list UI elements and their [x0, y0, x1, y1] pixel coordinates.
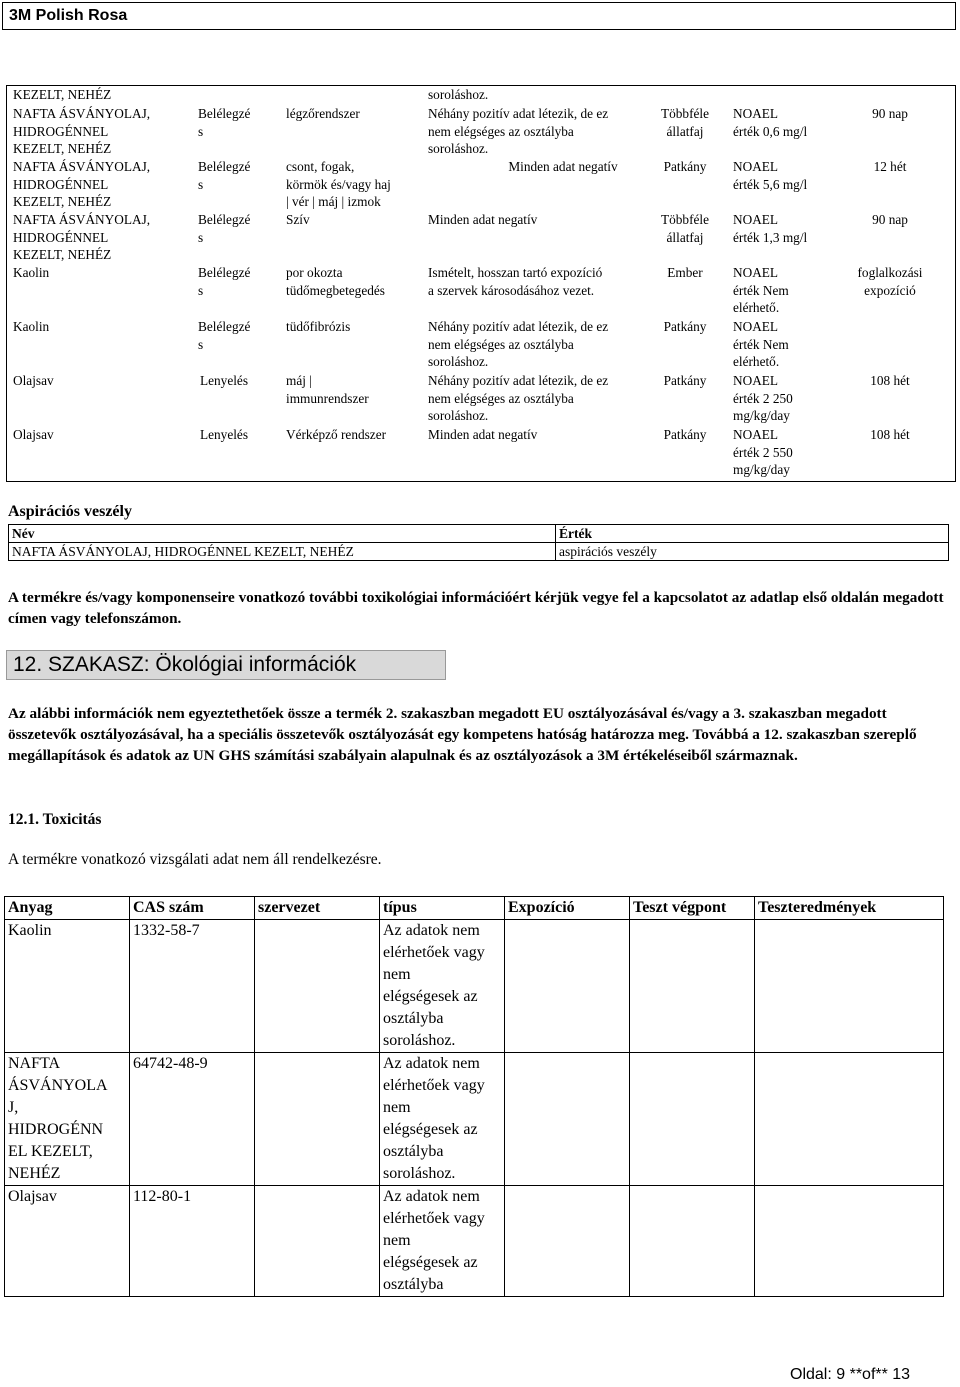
eco-cell-eredmeny	[755, 1186, 944, 1297]
section-12-title: 12. SZAKASZ: Ökológiai információk	[6, 650, 446, 680]
tox-cell-route: Belélegzé s	[198, 319, 251, 352]
eco-cell-anyag: NAFTA ÁSVÁNYOLA J, HIDROGÉNN EL KEZELT, NEHÉZ	[5, 1053, 130, 1186]
eco-cell-vegpont	[630, 1186, 755, 1297]
tox-cell-result: NOAEL érték 5,6 mg/l	[733, 159, 808, 192]
aspiration-row-value: aspirációs veszély	[556, 543, 949, 561]
tox-cell-route: Lenyelés	[200, 373, 248, 388]
tox-cell-result: NOAEL érték Nem elérhető.	[733, 265, 789, 316]
aspiration-header-row	[9, 525, 949, 543]
ecotoxicity-header-row	[5, 897, 944, 920]
tox-cell-route: Belélegzé s	[198, 159, 251, 192]
tox-cell-species: Patkány	[663, 373, 707, 388]
tox-cell-organ: tüdőfibrózis	[286, 319, 351, 334]
tox-cell-organ: légzőrendszer	[286, 106, 360, 121]
contact-note: A termékre és/vagy komponenseire vonatkozó további toxikológiai információért kérjük vegye fel a kapcsolatot az adatlap első oldalán megadott címen vagy telefonszámon.	[8, 589, 944, 627]
ecotoxicity-row	[5, 920, 944, 1053]
tox-cell-route: Belélegzé s	[198, 265, 251, 298]
tox-cell-value: Néhány pozitív adat létezik, de ez nem elégséges az osztályba soroláshoz.	[428, 319, 609, 370]
tox-cell-value: Néhány pozitív adat létezik, de ez nem elégséges az osztályba soroláshoz.	[428, 106, 609, 157]
col-eredmeny: Teszteredmények	[755, 897, 944, 920]
tox-cell-duration: 108 hét	[870, 373, 910, 388]
subsection-toxicity-text: A termékre vonatkozó vizsgálati adat nem áll rendelkezésre.	[8, 851, 382, 868]
tox-cell-duration: foglalkozási expozíció	[857, 265, 923, 298]
section-12-intro: Az alábbi információk nem egyeztethetőek össze a termék 2. szakaszban megadott EU osztályozásával és/vagy a 3. szakaszban megadott összetevők osztályozásával, ha a speciális összetevők osztályozását egy kompetens hatóság határozza meg. Továbbá a 12. szakaszban szereplő megállapítások és adatok az UN GHS számítási szabályain alapulnak és az osztályozások a 3M értékeléseiből származnak.	[8, 705, 917, 764]
col-expozicio: Expozíció	[505, 897, 630, 920]
tox-cell-result: NOAEL érték Nem elérhető.	[733, 319, 789, 370]
aspiration-table	[8, 524, 949, 561]
tox-cell-value: Néhány pozitív adat létezik, de ez nem elégséges az osztályba soroláshoz.	[428, 373, 609, 424]
col-anyag: Anyag	[5, 897, 130, 920]
page-number: Oldal: 9 **of** 13	[790, 1366, 911, 1383]
tox-cell-value: Minden adat negatív	[428, 427, 538, 442]
ecotoxicity-row	[5, 1053, 944, 1186]
eco-cell-tipus: Az adatok nem elérhetőek vagy nem elégségesek az osztályba	[380, 1186, 505, 1297]
ecotoxicity-row	[5, 1186, 944, 1297]
tox-cell-substance: Olajsav	[13, 427, 54, 442]
tox-cell-species: Patkány	[663, 427, 707, 442]
eco-cell-vegpont	[630, 920, 755, 1053]
tox-cell-substance: NAFTA ÁSVÁNYOLAJ, HIDROGÉNNEL KEZELT, NEHÉZ	[13, 212, 151, 263]
tox-cell-value: Minden adat negatív	[508, 159, 618, 174]
tox-cell-substance: NAFTA ÁSVÁNYOLAJ, HIDROGÉNNEL KEZELT, NEHÉZ	[13, 159, 151, 210]
aspiration-row	[9, 543, 949, 561]
eco-cell-eredmeny	[755, 920, 944, 1053]
col-cas: CAS szám	[130, 897, 255, 920]
tox-cell-substance: Olajsav	[13, 373, 54, 388]
eco-cell-cas: 112-80-1	[130, 1186, 255, 1297]
eco-cell-cas: 1332-58-7	[130, 920, 255, 1053]
eco-cell-expozicio	[505, 920, 630, 1053]
aspiration-title: Aspirációs veszély	[8, 503, 132, 520]
eco-cell-expozicio	[505, 1053, 630, 1186]
ecotoxicity-table	[4, 896, 944, 1297]
tox-cell-substance: NAFTA ÁSVÁNYOLAJ, HIDROGÉNNEL KEZELT, NEHÉZ	[13, 106, 151, 157]
tox-cell-route: Lenyelés	[200, 427, 248, 442]
tox-cell-organ: máj | immunrendszer	[286, 373, 369, 406]
eco-cell-tipus: Az adatok nem elérhetőek vagy nem elégségesek az osztályba soroláshoz.	[380, 1053, 505, 1186]
aspiration-row-name: NAFTA ÁSVÁNYOLAJ, HIDROGÉNNEL KEZELT, NEHÉZ	[9, 543, 556, 561]
tox-cell-organ: Szív	[286, 212, 310, 227]
tox-cell-species: Többféle állatfaj	[661, 106, 709, 139]
subsection-toxicity-title: 12.1. Toxicitás	[8, 811, 102, 828]
tox-cell-species: Patkány	[663, 159, 707, 174]
aspiration-col-name: Név	[9, 525, 556, 543]
tox-cell-result: NOAEL érték 2 250 mg/kg/day	[733, 373, 793, 424]
tox-cell-organ: Vérképző rendszer	[286, 427, 387, 442]
eco-cell-szervezet	[255, 1186, 380, 1297]
col-szervezet: szervezet	[255, 897, 380, 920]
document-title: 3M Polish Rosa	[2, 2, 956, 30]
eco-cell-vegpont	[630, 1053, 755, 1186]
tox-cell-result: NOAEL érték 0,6 mg/l	[733, 106, 808, 139]
eco-cell-eredmeny	[755, 1053, 944, 1186]
tox-cell-value: Ismételt, hosszan tartó expozíció a szervek károsodásához vezet.	[428, 265, 603, 298]
col-vegpont: Teszt végpont	[630, 897, 755, 920]
tox-cell-result: NOAEL érték 2 550 mg/kg/day	[733, 427, 793, 478]
eco-cell-szervezet	[255, 920, 380, 1053]
tox-cell-duration: 12 hét	[873, 159, 907, 174]
eco-cell-szervezet	[255, 1053, 380, 1186]
tox-cell-organ: csont, fogak, körmök és/vagy haj | vér | máj | izmok	[286, 159, 391, 210]
tox-cell-route: Belélegzé s	[198, 106, 251, 139]
tox-cell-result: NOAEL érték 1,3 mg/l	[733, 212, 808, 245]
tox-cell-duration: 90 nap	[872, 106, 908, 121]
aspiration-col-value: Érték	[556, 525, 949, 543]
tox-cell-value: soroláshoz.	[428, 87, 489, 102]
tox-cell-route: Belélegzé s	[198, 212, 251, 245]
tox-cell-species: Ember	[667, 265, 703, 280]
tox-cell-species: Patkány	[663, 319, 707, 334]
eco-cell-expozicio	[505, 1186, 630, 1297]
tox-cell-value: Minden adat negatív	[428, 212, 538, 227]
eco-cell-anyag: Olajsav	[5, 1186, 130, 1297]
tox-cell-organ: por okozta tüdőmegbetegedés	[286, 265, 385, 298]
tox-cell-substance: Kaolin	[13, 265, 50, 280]
eco-cell-anyag: Kaolin	[5, 920, 130, 1053]
tox-cell-substance: Kaolin	[13, 319, 50, 334]
col-tipus: típus	[380, 897, 505, 920]
eco-cell-tipus: Az adatok nem elérhetőek vagy nem elégségesek az osztályba soroláshoz.	[380, 920, 505, 1053]
eco-cell-cas: 64742-48-9	[130, 1053, 255, 1186]
tox-cell-species: Többféle állatfaj	[661, 212, 709, 245]
tox-cell-duration: 108 hét	[870, 427, 910, 442]
tox-cell-substance: KEZELT, NEHÉZ	[13, 87, 112, 102]
tox-cell-duration: 90 nap	[872, 212, 908, 227]
